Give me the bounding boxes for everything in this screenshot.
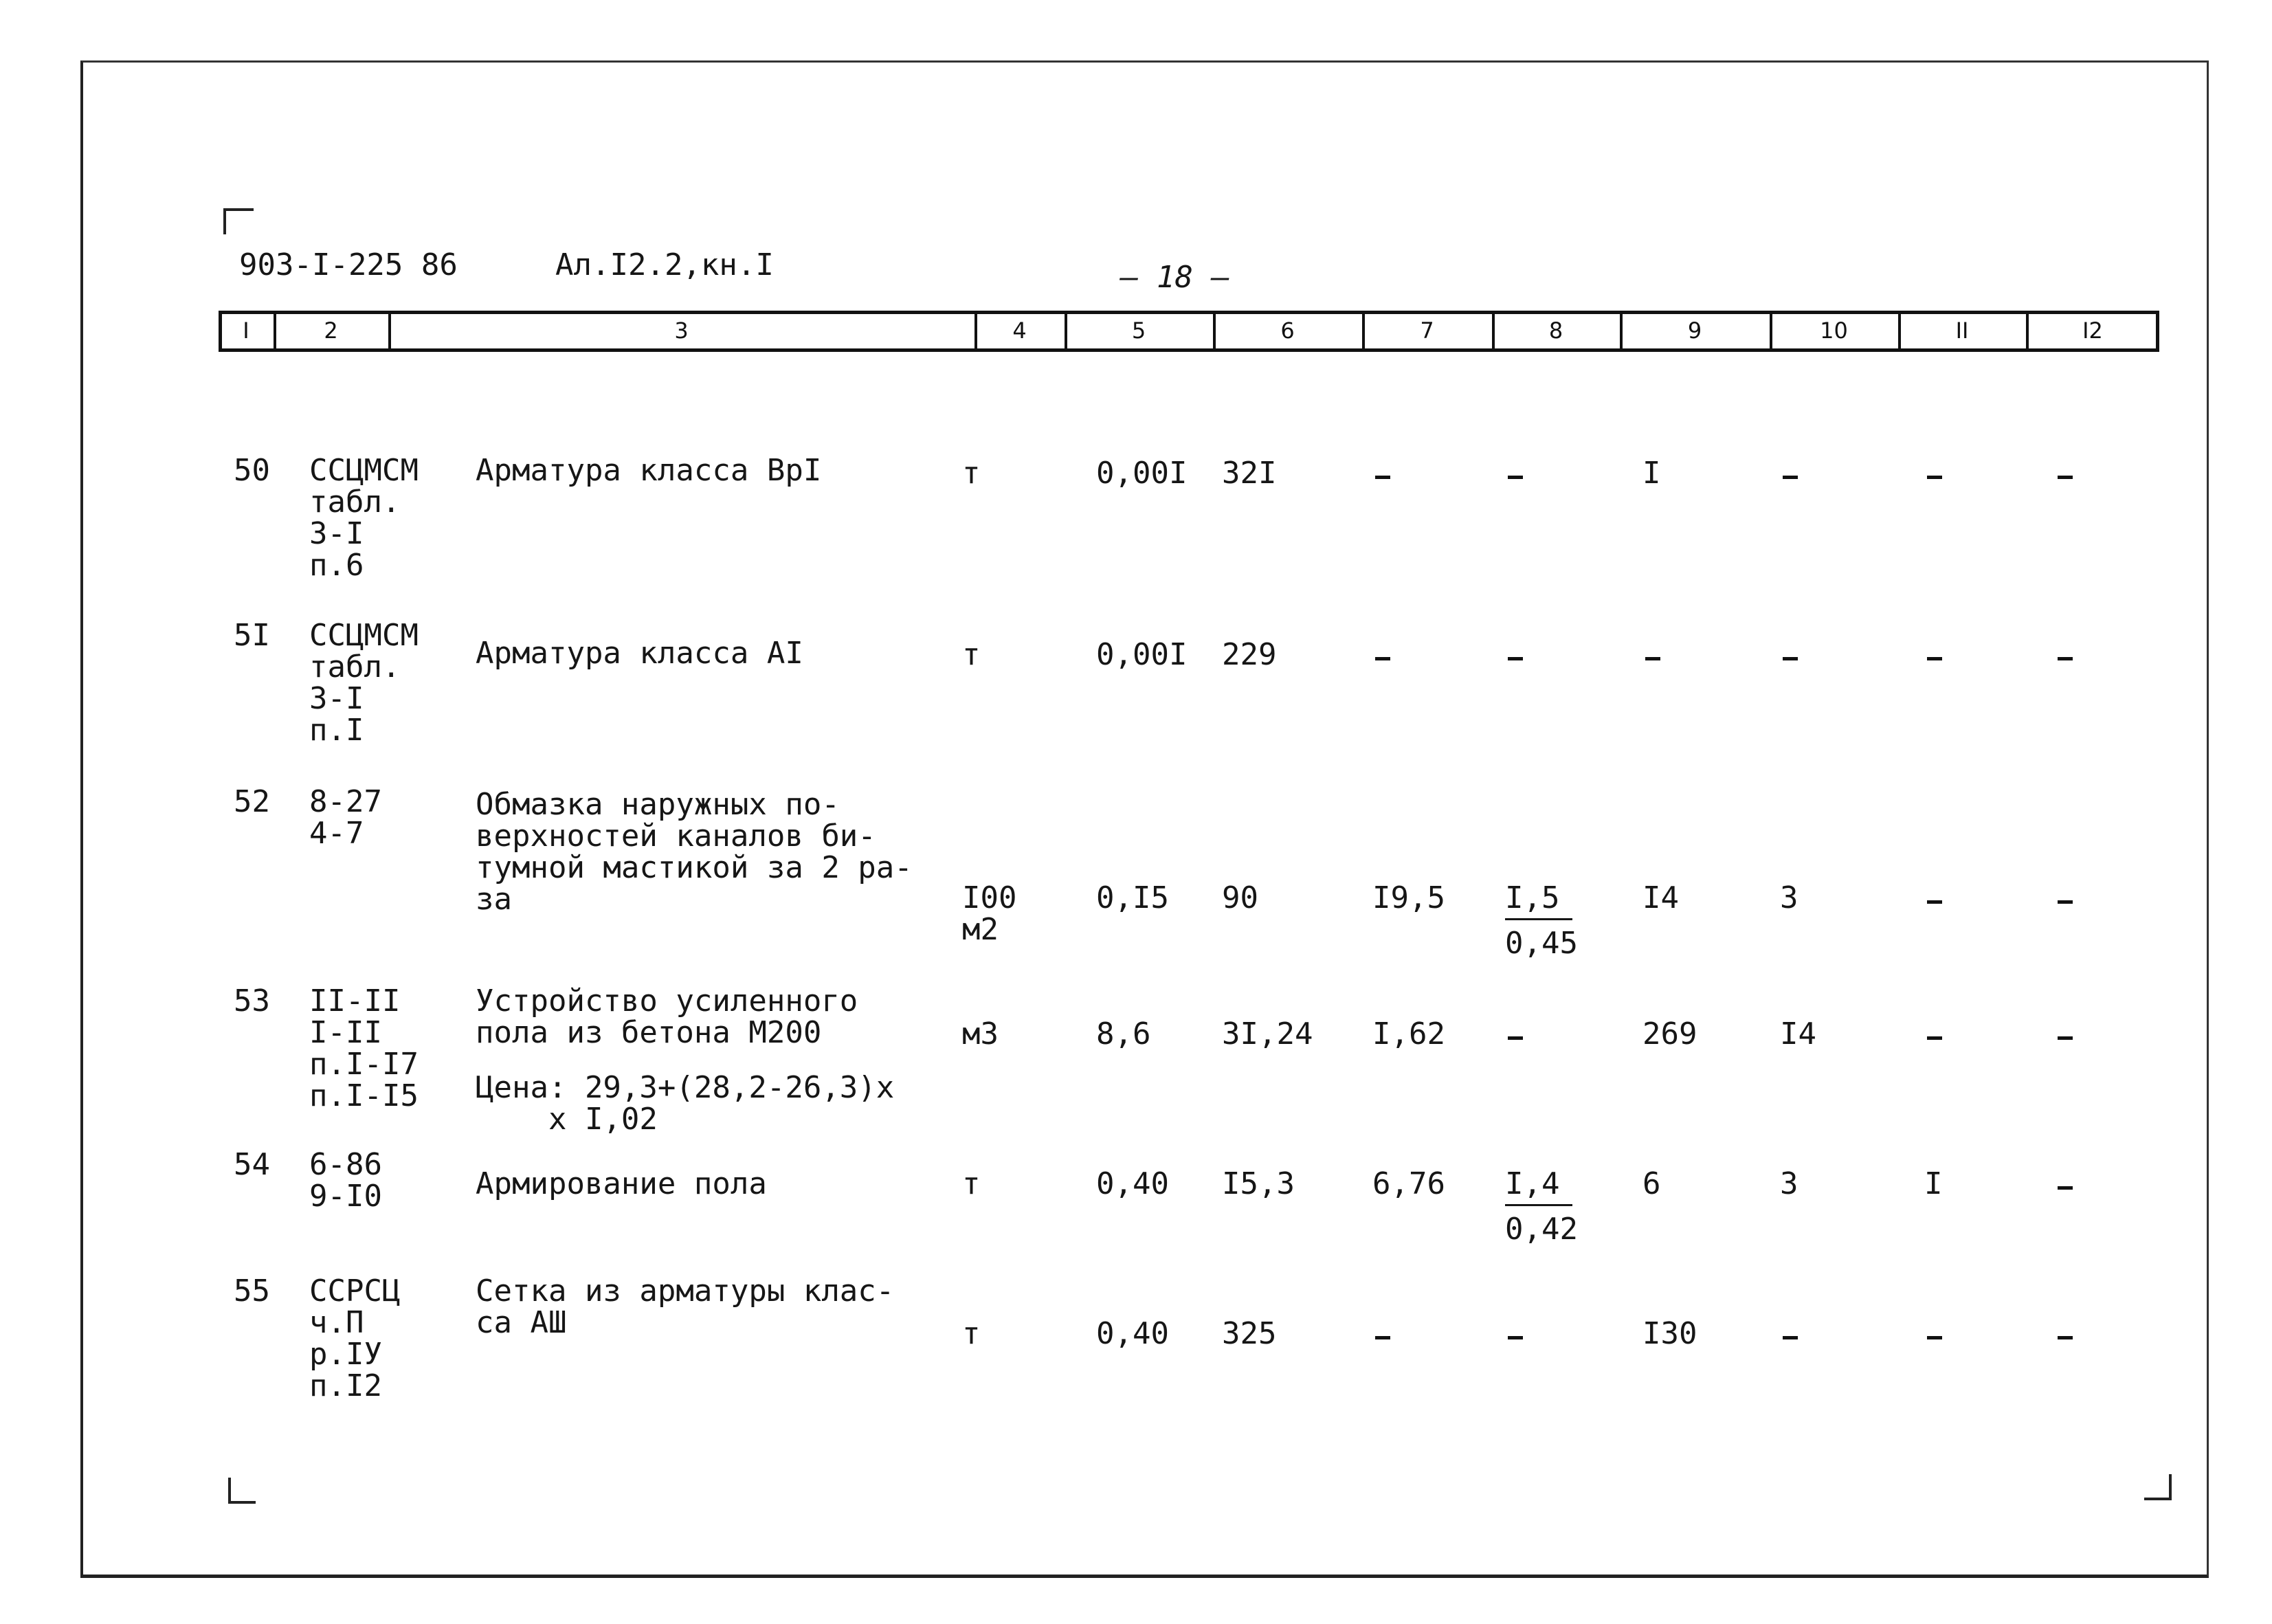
row-col-8-denominator: 0,42: [1505, 1212, 1578, 1247]
row-col-8-dash: [1508, 657, 1523, 660]
row-col-11: I: [1924, 1166, 1943, 1201]
page-number: — 18 —: [1120, 260, 1229, 295]
row-quantity: 0,I5: [1096, 880, 1169, 915]
row-unit: т: [962, 1166, 981, 1201]
row-number: 54: [234, 1147, 270, 1182]
row-work-name: Армирование пола: [476, 1166, 767, 1201]
row-col-11-dash: [1927, 657, 1942, 660]
row-unit: т: [962, 1316, 981, 1351]
row-col-11-dash: [1927, 476, 1942, 479]
row-col-7: I,62: [1372, 1016, 1445, 1052]
row-quantity: 0,00I: [1096, 637, 1188, 672]
row-col-9-dash: [1645, 657, 1660, 660]
row-work-name: Сетка из арматуры клас- са АШ: [476, 1273, 895, 1340]
row-col-8-dash: [1508, 476, 1523, 479]
row-price-note: Цена: 29,3+(28,2-26,3)x x I,02: [476, 1070, 895, 1137]
row-col-6: I5,3: [1222, 1166, 1295, 1201]
column-number: 2: [324, 318, 338, 344]
row-col-7-dash: [1375, 1336, 1390, 1339]
column-number: 4: [1012, 318, 1027, 344]
column-number: I2: [2082, 318, 2103, 344]
row-number: 5I: [234, 618, 270, 653]
document-code: 903-I-225 86: [239, 247, 458, 282]
column-number: 3: [674, 318, 689, 344]
column-number: 8: [1548, 318, 1563, 344]
row-col-11-dash: [1927, 1036, 1942, 1040]
fraction-line: [1505, 1204, 1572, 1206]
corner-mark-bottom-right: [2144, 1474, 2172, 1500]
row-code: ССЦМСМ табл. 3-I п.6: [309, 453, 419, 583]
row-col-9: 6: [1642, 1166, 1661, 1201]
row-col-10-dash: [1783, 1336, 1798, 1339]
row-col-12-dash: [2058, 476, 2073, 479]
row-work-name: Арматура класса BpI: [476, 453, 822, 488]
row-quantity: 0,40: [1096, 1166, 1169, 1201]
row-col-12-dash: [2058, 1186, 2073, 1190]
row-code: ССЦМСМ табл. 3-I п.I: [309, 618, 419, 748]
row-col-7-dash: [1375, 657, 1390, 660]
column-number: II: [1955, 318, 1969, 344]
column-number: I: [243, 318, 249, 344]
row-number: 52: [234, 784, 270, 819]
row-col-8-numerator: I,4: [1505, 1166, 1560, 1201]
column-number: 6: [1280, 318, 1295, 344]
row-quantity: 0,40: [1096, 1316, 1169, 1351]
row-col-6: 3I,24: [1222, 1016, 1313, 1052]
row-col-11-dash: [1927, 1336, 1942, 1339]
row-col-8-denominator: 0,45: [1505, 926, 1578, 961]
row-col-9: I: [1642, 456, 1661, 491]
row-col-6: 32I: [1222, 456, 1277, 491]
row-col-6: 229: [1222, 637, 1277, 672]
row-code: 6-86 9-I0: [309, 1147, 382, 1214]
column-number: 7: [1420, 318, 1434, 344]
row-code: 8-27 4-7: [309, 784, 382, 851]
row-unit: I00 м2: [962, 880, 1017, 947]
row-number: 55: [234, 1273, 270, 1309]
row-col-9: I4: [1642, 880, 1679, 915]
row-col-8-dash: [1508, 1336, 1523, 1339]
row-quantity: 0,00I: [1096, 456, 1188, 491]
row-col-10-dash: [1783, 657, 1798, 660]
row-code: ССРСЦ ч.П р.IУ п.I2: [309, 1273, 401, 1403]
row-unit: м3: [962, 1016, 999, 1052]
column-number: 5: [1131, 318, 1146, 344]
column-number: 9: [1687, 318, 1702, 344]
row-col-10: 3: [1780, 1166, 1798, 1201]
row-number: 50: [234, 453, 270, 488]
row-col-8-dash: [1508, 1036, 1523, 1040]
row-col-6: 90: [1222, 880, 1258, 915]
corner-mark-top-left: [223, 208, 254, 234]
row-col-7: 6,76: [1372, 1166, 1445, 1201]
row-col-12-dash: [2058, 1336, 2073, 1339]
column-number: 10: [1820, 318, 1848, 344]
row-number: 53: [234, 983, 270, 1019]
row-quantity: 8,6: [1096, 1016, 1151, 1052]
row-col-9: 269: [1642, 1016, 1697, 1052]
row-col-7-dash: [1375, 476, 1390, 479]
fraction-line: [1505, 918, 1572, 920]
row-col-9: I30: [1642, 1316, 1697, 1351]
row-col-12-dash: [2058, 900, 2073, 904]
row-col-8-numerator: I,5: [1505, 880, 1560, 915]
row-unit: т: [962, 456, 981, 491]
corner-mark-bottom-left: [228, 1478, 256, 1504]
row-col-12-dash: [2058, 657, 2073, 660]
row-code: II-II I-II п.I-I7 п.I-I5: [309, 983, 419, 1113]
row-work-name: Устройство усиленного пола из бетона М200: [476, 983, 858, 1050]
row-unit: т: [962, 637, 981, 672]
row-col-7: I9,5: [1372, 880, 1445, 915]
row-col-6: 325: [1222, 1316, 1277, 1351]
row-work-name: Обмазка наружных по- верхностей каналов би- тумной мастикой за 2 ра- за: [476, 787, 913, 917]
row-work-name: Арматура класса AI: [476, 636, 803, 671]
row-col-10-dash: [1783, 476, 1798, 479]
row-col-10: I4: [1780, 1016, 1816, 1052]
row-col-10: 3: [1780, 880, 1798, 915]
row-col-12-dash: [2058, 1036, 2073, 1040]
album-reference: Ал.I2.2,кн.I: [555, 247, 774, 282]
row-col-11-dash: [1927, 900, 1942, 904]
